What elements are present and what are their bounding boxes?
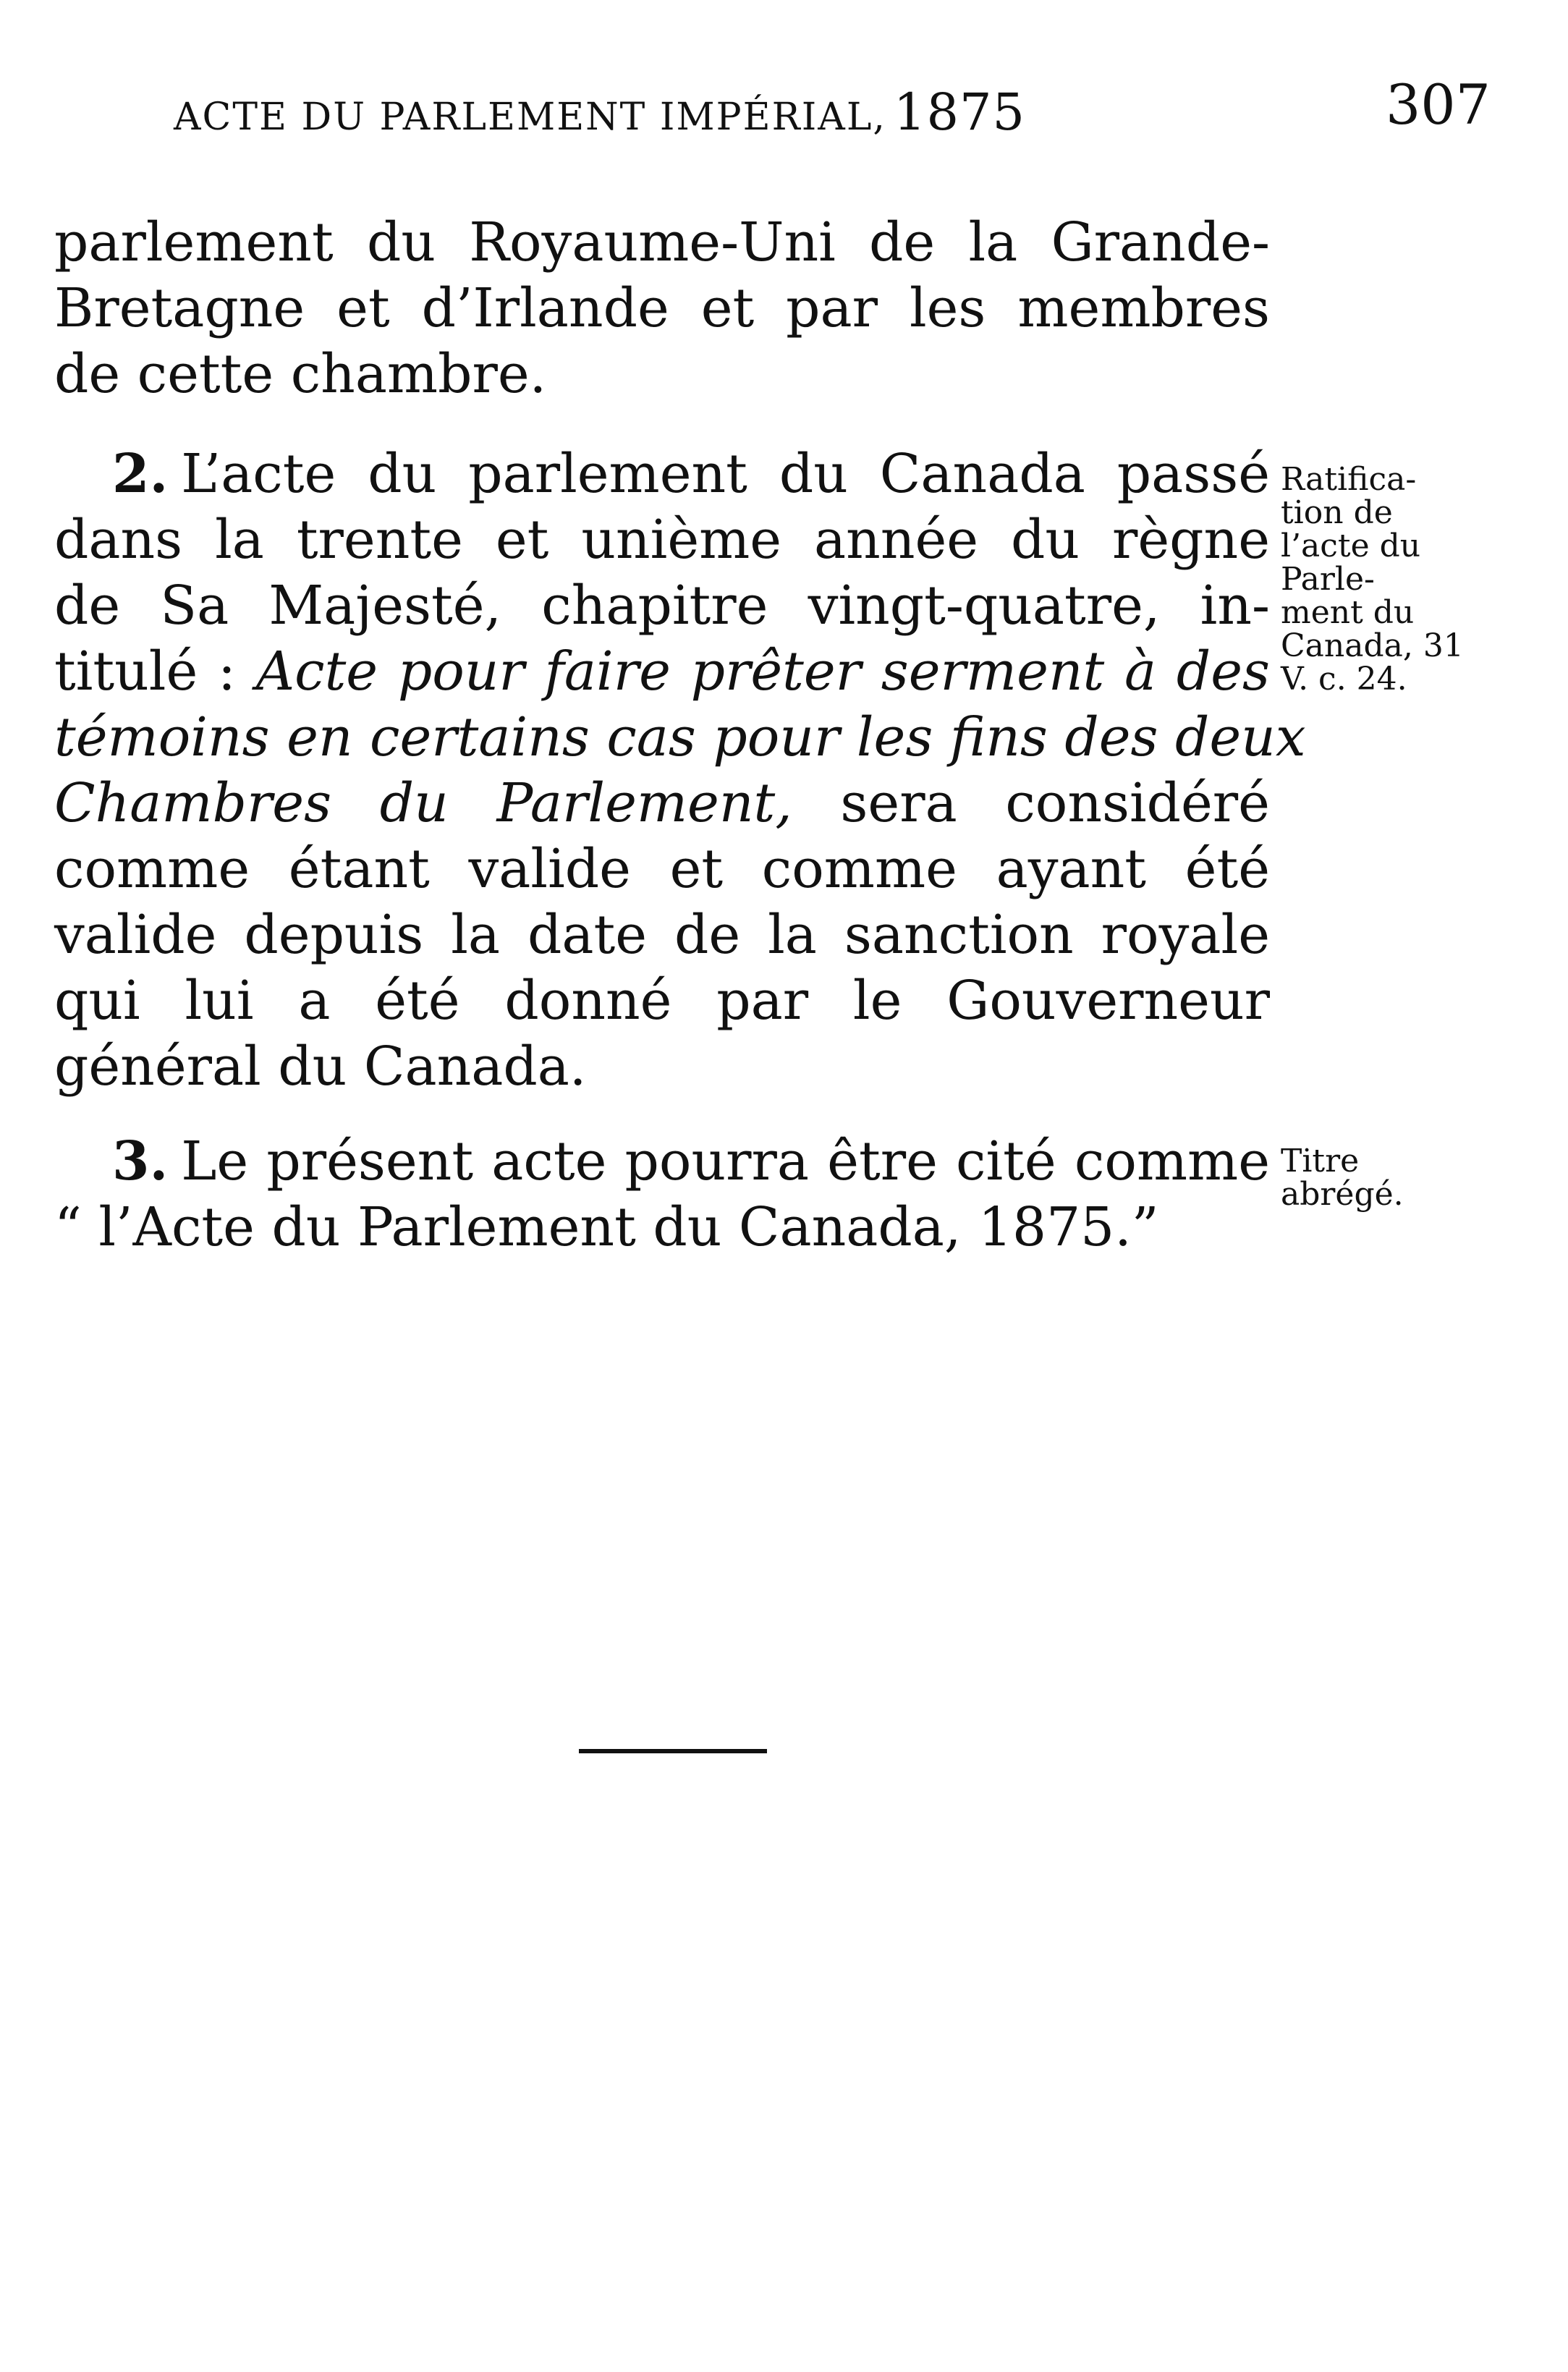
end-rule [579, 1749, 767, 1753]
text-line [54, 639, 1270, 705]
italic-title: Acte pour faire prêter serment à des [255, 640, 1271, 703]
margin-note-line: V. c. 24. [1281, 661, 1407, 698]
running-header [174, 72, 1491, 142]
header-title: ACTE DU PARLEMENT IMPÉRIAL, [174, 96, 886, 139]
running-title [174, 82, 1025, 142]
section-text: Le présent acte pourra être cité comme [181, 1130, 1270, 1193]
section-text: L’acte du parlement du Canada passé [181, 443, 1270, 505]
text-line [54, 771, 1270, 836]
section-2 [54, 441, 1306, 1100]
page-number: 307 [1385, 72, 1491, 137]
margin-note-line: Titre [1281, 1143, 1360, 1179]
section-number: 2. [112, 443, 169, 505]
section-3 [54, 1129, 1270, 1261]
plain-text: titulé : [54, 640, 236, 703]
text-line: “ l’Acte du Parlement du Canada, 1875.” [54, 1196, 1159, 1258]
margin-note-line: abrégé. [1281, 1176, 1404, 1213]
text-line: de Sa Majesté, chapitre vingt-quatre, in- [54, 575, 1270, 637]
section-number: 3. [112, 1130, 169, 1193]
margin-note-line: Ratifica- [1281, 461, 1417, 498]
margin-note-ratification [1281, 463, 1498, 696]
text-line [54, 1129, 1270, 1195]
margin-note-line: Parle- [1281, 561, 1375, 598]
paragraph-continuation [54, 210, 1270, 407]
plain-text: sera considéré [840, 772, 1270, 834]
text-line: dans la trente et unième année du règne [54, 509, 1270, 571]
text-line: Bretagne et d’Irlande et par les membres [54, 277, 1270, 339]
text-line [54, 441, 1270, 507]
margin-note-line: l’acte du [1281, 528, 1421, 564]
margin-note-line: Canada, 31 [1281, 627, 1464, 664]
header-year: 1875 [893, 82, 1026, 142]
italic-title: Chambres du Parlement, [54, 772, 792, 834]
margin-note-line: tion de [1281, 494, 1393, 531]
italic-title: témoins en certains cas pour les fins des deux [54, 706, 1306, 768]
margin-note-line: ment du [1281, 594, 1415, 631]
margin-note-short-title [1281, 1145, 1498, 1211]
text-line: général du Canada. [54, 1035, 587, 1098]
text-line: de cette chambre. [54, 343, 547, 405]
text-line: parlement du Royaume-Uni de la Grande- [54, 211, 1270, 274]
text-line: comme étant valide et comme ayant été [54, 838, 1270, 900]
text-line: qui lui a été donné par le Gouverneur [54, 970, 1270, 1032]
text-line: valide depuis la date de la sanction royale [54, 904, 1270, 966]
